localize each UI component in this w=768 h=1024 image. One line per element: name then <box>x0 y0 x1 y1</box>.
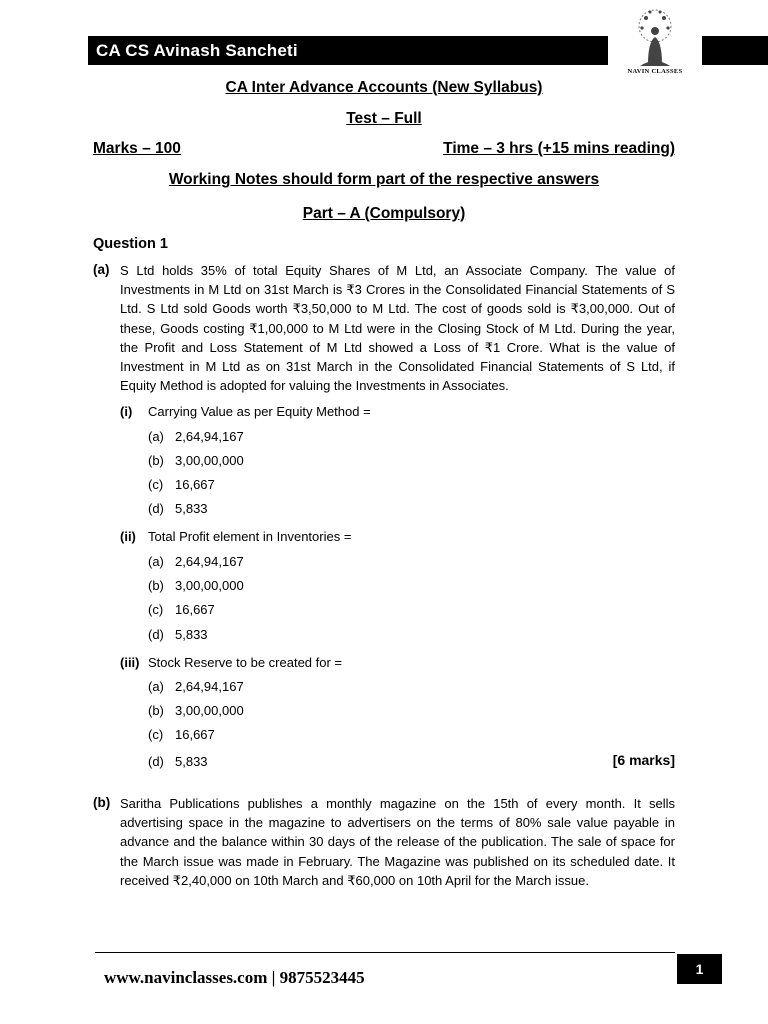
part-b-label: (b) <box>93 795 111 810</box>
question-heading: Question 1 <box>93 236 168 252</box>
option-value: 5,833 <box>175 754 208 769</box>
option-value: 2,64,94,167 <box>175 429 244 444</box>
sub-iii-label: (iii) <box>120 655 140 670</box>
marks-label: Marks – 100 <box>93 140 181 157</box>
option-letter: (b) <box>148 703 164 718</box>
sub-i-text: Carrying Value as per Equity Method = <box>148 404 371 419</box>
footer-contact: www.navinclasses.com | 9875523445 <box>104 968 365 987</box>
option-value: 5,833 <box>175 501 208 516</box>
option-letter: (c) <box>148 727 164 742</box>
option-item <box>148 453 244 468</box>
part-a-label: (a) <box>93 262 110 277</box>
sub-i-label: (i) <box>120 404 133 419</box>
option-letter: (b) <box>148 578 164 593</box>
sub-ii-label: (ii) <box>120 529 136 544</box>
sub-ii-text: Total Profit element in Inventories = <box>148 529 352 544</box>
option-value: 16,667 <box>175 727 215 742</box>
option-value: 5,833 <box>175 627 208 642</box>
option-letter: (a) <box>148 429 164 444</box>
logo-label: NAVIN CLASSES <box>627 68 683 75</box>
time-label: Time – 3 hrs (+15 mins reading) <box>443 140 675 157</box>
option-letter: (c) <box>148 477 164 492</box>
option-letter: (a) <box>148 554 164 569</box>
option-item <box>148 501 208 516</box>
option-value: 2,64,94,167 <box>175 679 244 694</box>
option-letter: (a) <box>148 679 164 694</box>
option-value: 3,00,00,000 <box>175 453 244 468</box>
option-item <box>148 679 244 694</box>
option-letter: (b) <box>148 453 164 468</box>
option-value: 3,00,00,000 <box>175 578 244 593</box>
page-number: 1 <box>677 954 722 984</box>
test-title: Test – Full <box>346 110 422 127</box>
option-item <box>148 578 244 593</box>
option-item <box>148 627 208 642</box>
option-item <box>148 477 215 492</box>
footer-divider <box>95 952 675 953</box>
sub-iii-text: Stock Reserve to be created for = <box>148 655 343 670</box>
option-letter: (d) <box>148 501 164 516</box>
logo-icon <box>618 4 692 78</box>
option-item <box>148 602 215 617</box>
part-a-text: S Ltd holds 35% of total Equity Shares of M Ltd, an Associate Company. The value of Investments in M Ltd on 31st March is ₹3 Crores in the Consolidated Financial Statements of S Ltd. S Ltd sold Goods worth ₹3,50,000 to M Ltd. The cost of goods sold is ₹3,00,000. Out of these, Goods costing ₹1,00,000 to M Ltd were in the Closing Stock of M Ltd. During the year, the Profit and Loss Statement of M Ltd showed a Loss of ₹1 Crore. What is the value of Investment in M Ltd as on 31st March in the Consolidated Financial Statements of S Ltd, if Equity Method is adopted for valuing the Investments in Associates. <box>120 263 675 394</box>
part-title: Part – A (Compulsory) <box>302 205 466 222</box>
course-title: CA Inter Advance Accounts (New Syllabus) <box>225 79 543 96</box>
option-value: 16,667 <box>175 602 215 617</box>
author-header: CA CS Avinash Sancheti <box>88 36 608 65</box>
marks-tag: [6 marks] <box>612 752 675 768</box>
option-item <box>148 703 244 718</box>
option-letter: (d) <box>148 754 164 769</box>
option-item <box>148 429 244 444</box>
option-value: 3,00,00,000 <box>175 703 244 718</box>
part-b-text: Saritha Publications publishes a monthly magazine on the 15th of every month. It sells advertising space in the magazine to advertisers on the terms of 80% sale value payable in advance and the balance within 30 days of the release of the publication. The sale of space for the March issue was made in February. The Magazine was published on its scheduled date. It received ₹2,40,000 on 10th March and ₹60,000 on 10th April for the March issue. <box>120 796 675 888</box>
option-item <box>148 754 208 769</box>
option-value: 16,667 <box>175 477 215 492</box>
option-letter: (c) <box>148 602 164 617</box>
working-notes-instruction: Working Notes should form part of the respective answers <box>168 171 600 188</box>
option-letter: (d) <box>148 627 164 642</box>
option-item <box>148 554 244 569</box>
option-value: 2,64,94,167 <box>175 554 244 569</box>
option-item <box>148 727 215 742</box>
header-bar-accent <box>702 36 768 65</box>
